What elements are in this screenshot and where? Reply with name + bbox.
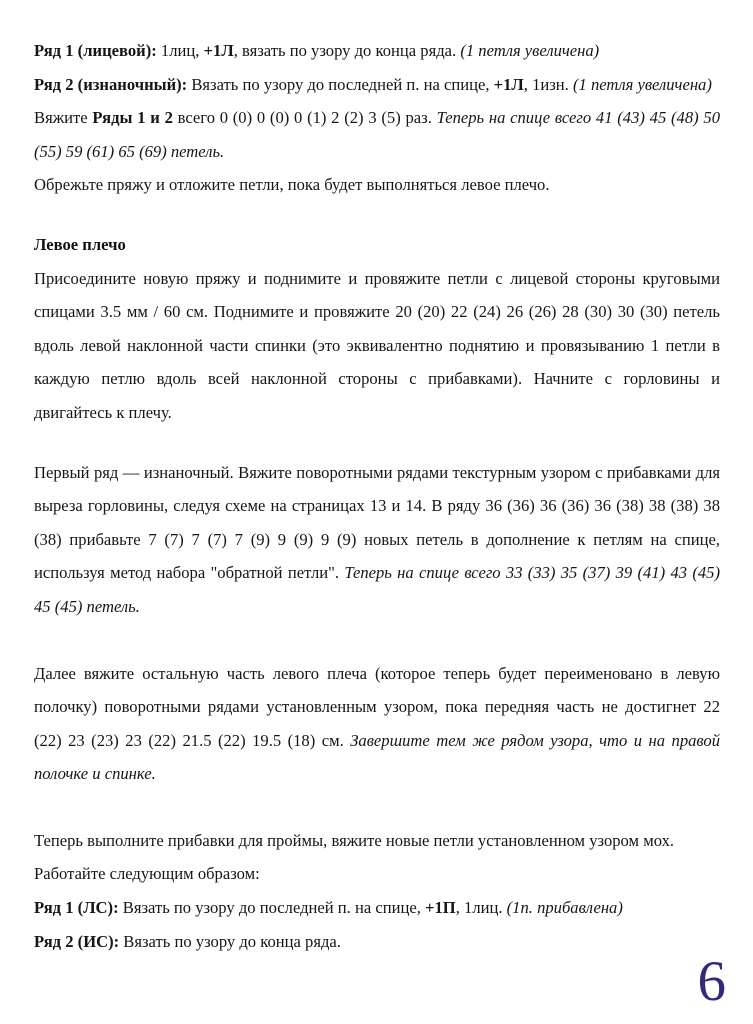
section-heading-left-shoulder: Левое плечо [34,234,126,254]
paragraph-armhole-increases: Теперь выполните прибавки для проймы, вяжите новые петли установленном узором мох. Работайте следующим образом: [34,830,675,884]
repeat-note: Теперь на спице всего 41 (43) 45 (48) 50 (55) 59 (61) 65 (69) петель. [34,108,721,161]
row-note-row1-rs: (1 петля увеличена) [460,41,600,60]
row-label-row2-ws: Ряд 2 (изнаночный): [34,74,188,94]
left-shoulder-p3-text: Далее вяжите остальную часть левого плеча (которое теперь будет переименовано в левую полочку) поворотными рядами установленным узором, пока передняя часть не достигнет 22 (22) 23 (23) 23 (22) 21.5 (22) 19.5 (18) см. [34,663,720,750]
paragraph-cut-yarn: Обрежьте пряжу и отложите петли, пока будет выполняться левое плечо. [34,175,550,195]
spacer-after-p2 [34,624,720,657]
paragraph-row2-ws [34,68,720,102]
row-text-row2-is: Вязать по узору до конца ряда. [119,931,341,951]
paragraph-row2-is [34,925,720,959]
repeat-bold-inline: Ряды 1 и 2 [92,108,173,128]
left-shoulder-p3-note: Завершите тем же рядом узора, что и на правой полочке и спинке. [34,730,721,784]
row-note-row1-ls: (1п. прибавлена) [506,898,623,918]
left-shoulder-p2-text: Первый ряд — изнаночный. Вяжите поворотными рядами текстурным узором с прибавками для выреза горловины, следуя схеме на страницах 13 и 14. В ряду 36 (36) 36 (36) 36 (38) 38 (38) 38 (38) прибавьте 7 (7) 7 (7) 7 (9) 9 (9) 9 (9) новых петель в дополнение к петлям на спице, используя метод набора "обратной петли". [34,462,720,583]
repeat-lead: Вяжите [34,108,93,128]
row-label-row1-rs: Ряд 1 (лицевой): [34,41,157,60]
row-bold-inline-row1-rs: +1Л [203,41,234,60]
left-shoulder-p2-note: Теперь на спице всего 33 (33) 35 (37) 39 (41) 43 (45) 45 (45) петель. [34,563,720,616]
row-text2-row1-rs: , вязать по узору до конца ряда. [233,41,461,60]
paragraph-repeat-rows [34,101,720,168]
row-note-row2-ws: (1 петля увеличена) [572,74,712,94]
row-label-row1-ls: Ряд 1 (ЛС): [34,898,119,918]
paragraph-left-shoulder-p2 [34,456,720,624]
row-label-row2-is: Ряд 2 (ИС): [34,931,120,951]
paragraph-row1-ls [34,891,720,925]
paragraph-left-shoulder-p1: Присоедините новую пряжу и поднимите и провяжите петли с лицевой стороны круговыми спицами 3.5 мм / 60 см. Поднимите и провяжите 20 (20) 22 (24) 26 (26) 28 (30) 30 (30) петель вдоль левой наклонной части спинки (это эквивалентно поднятию и провязыванию 1 петли в каждую петлю вдоль всей наклонной стороны с прибавками). Начните с горловины и двигайтесь к плечу. [34,268,720,422]
repeat-text: всего 0 (0) 0 (0) 0 (1) 2 (2) 3 (5) раз. [172,108,437,128]
row-text-row1-rs: 1лиц, [156,41,204,60]
document-body [34,34,720,958]
spacer-before-heading [34,202,720,228]
row-bold-inline-row2-ws: +1Л [493,74,524,94]
row-text2-row1-ls: , 1лиц. [455,898,507,918]
row-text-row2-ws: Вязать по узору до последней п. на спице, [187,74,494,94]
row-text2-row2-ws: , 1изн. [523,74,573,94]
page-number: 6 [697,950,726,1013]
spacer-after-p3 [34,791,720,824]
row-text-row1-ls: Вязать по узору до последней п. на спице, [118,898,426,918]
paragraph-row1-rs [34,34,720,68]
row-bold-inline-row1-ls: +1П [425,898,456,918]
spacer-after-p1 [34,430,720,456]
paragraph-left-shoulder-p3 [34,657,720,791]
